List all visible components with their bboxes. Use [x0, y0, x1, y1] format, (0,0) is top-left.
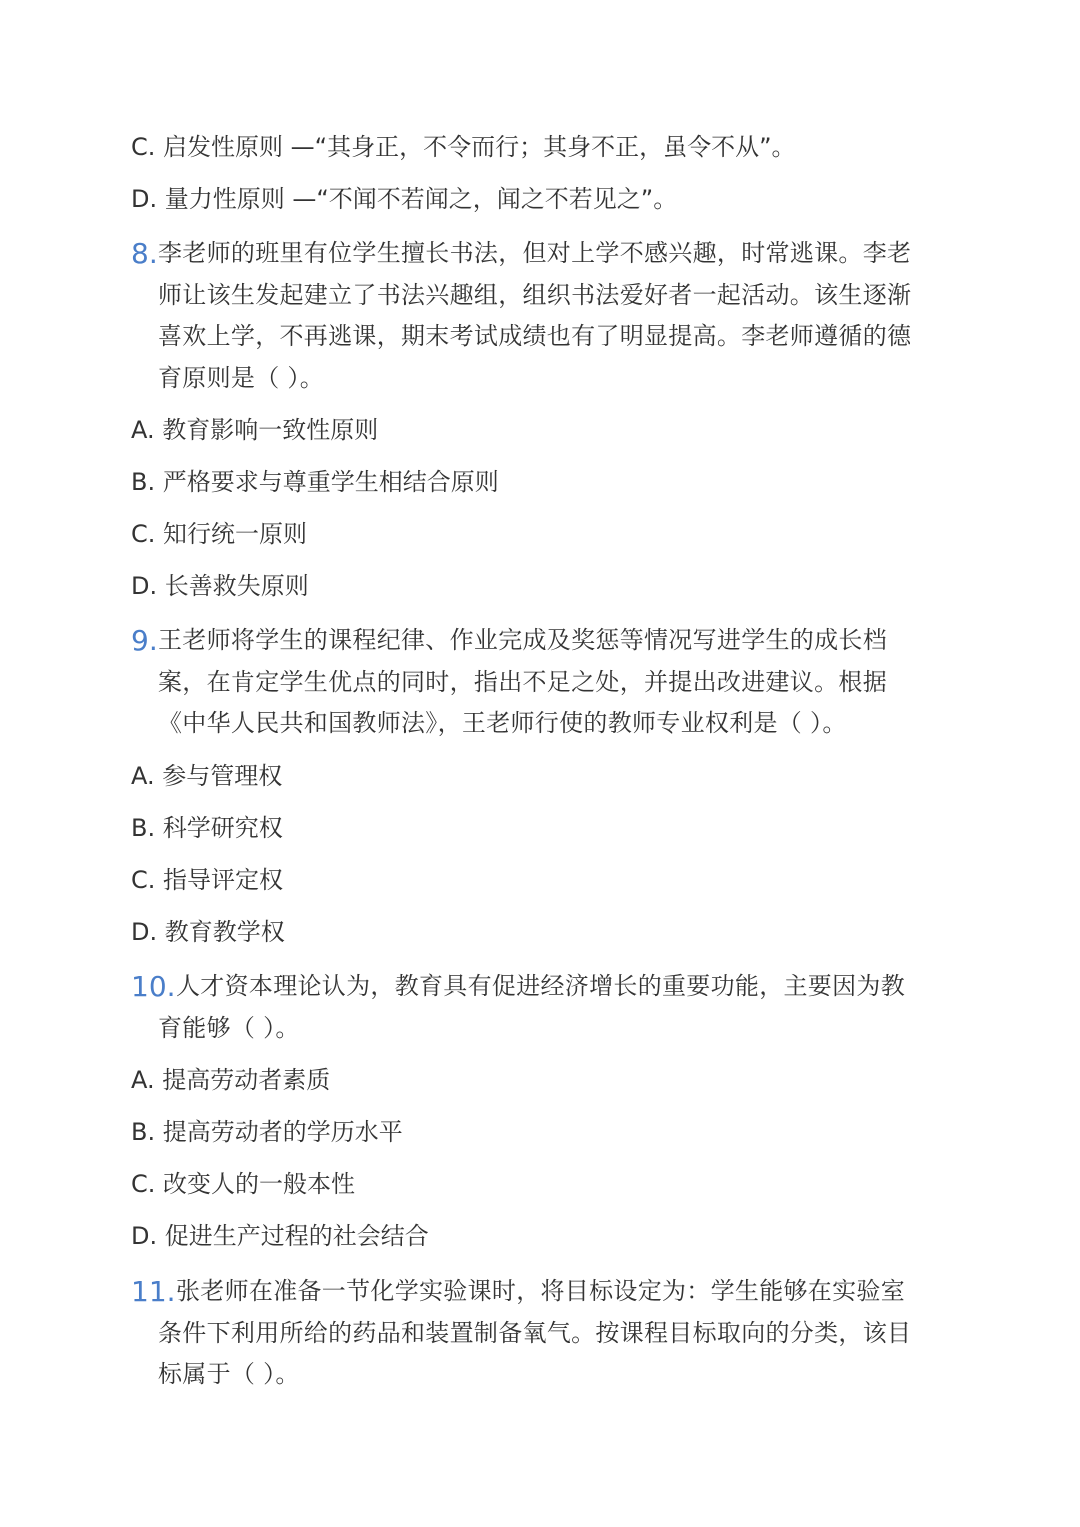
q9-option-b: B. 科学研究权	[131, 814, 283, 842]
stem-line: 条件下利用所给的药品和装置制备氧气。按课程目标取向的分类，该目	[158, 1318, 912, 1347]
question-11	[131, 1271, 961, 1396]
stem-line: 王老师将学生的课程纪律、作业完成及奖惩等情况写进学生的成长档	[158, 626, 887, 654]
prev-option-d: D. 量力性原则 —“不闻不若闻之，闻之不若见之”。	[131, 185, 678, 213]
q8-option-a: A. 教育影响一致性原则	[131, 416, 379, 444]
stem-line: 人才资本理论认为，教育具有促进经济增长的重要功能，主要因为教	[176, 972, 905, 1000]
q10-option-d: D. 促进生产过程的社会结合	[131, 1222, 429, 1250]
q10-option-c: C. 改变人的一般本性	[131, 1170, 356, 1198]
stem-line: 张老师在准备一节化学实验课时，将目标设定为：学生能够在实验室	[176, 1277, 905, 1305]
question-8	[131, 233, 961, 399]
stem-line: 育原则是（ ）。	[158, 363, 325, 392]
stem-line: 案，在肯定学生优点的同时，指出不足之处，并提出改进建议。根据	[158, 667, 887, 696]
question-number: 10.	[131, 970, 176, 1003]
stem-line: 《中华人民共和国教师法》，王老师行使的教师专业权利是（ ）。	[158, 709, 847, 737]
q8-option-d: D. 长善救失原则	[131, 572, 309, 600]
stem-line: 喜欢上学，不再逃课，期末考试成绩也有了明显提高。李老师遵循的德	[158, 322, 912, 350]
stem-line: 李老师的班里有位学生擅长书法，但对上学不感兴趣，时常逃课。李老	[158, 239, 912, 267]
question-number: 9.	[131, 624, 158, 657]
question-stem	[158, 233, 961, 399]
question-stem-cont	[158, 1008, 961, 1050]
q8-option-b: B. 严格要求与尊重学生相结合原则	[131, 468, 499, 496]
q9-option-c: C. 指导评定权	[131, 866, 284, 894]
q10-option-b: B. 提高劳动者的学历水平	[131, 1118, 403, 1146]
question-number: 8.	[131, 237, 158, 270]
q9-option-d: D. 教育教学权	[131, 918, 285, 946]
stem-line: 标属于（ ）。	[158, 1360, 300, 1388]
question-9	[131, 620, 961, 745]
q9-option-a: A. 参与管理权	[131, 762, 283, 790]
question-stem	[176, 1271, 961, 1313]
q8-option-c: C. 知行统一原则	[131, 520, 308, 548]
question-stem	[158, 620, 961, 745]
q10-option-a: A. 提高劳动者素质	[131, 1066, 331, 1094]
question-10	[131, 966, 961, 1049]
question-stem-cont	[158, 1313, 961, 1396]
question-stem	[176, 966, 961, 1008]
question-number: 11.	[131, 1275, 176, 1308]
stem-line: 育能够（ ）。	[158, 1013, 300, 1042]
prev-option-c: C. 启发性原则 —“其身正，不令而行；其身不正，虽令不从”。	[131, 133, 796, 161]
stem-line: 师让该生发起建立了书法兴趣组，组织书法爱好者一起活动。该生逐渐	[158, 280, 912, 309]
